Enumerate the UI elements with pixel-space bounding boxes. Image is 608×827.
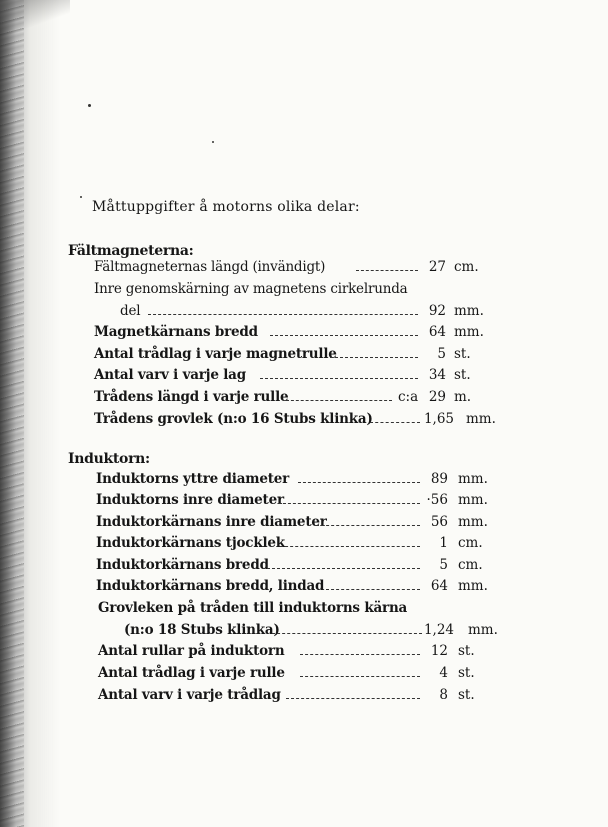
row-value: 4 <box>439 665 448 681</box>
row-label: Magnetkärnans bredd <box>94 324 258 340</box>
leader-dots <box>300 654 420 655</box>
table-row <box>0 469 608 489</box>
table-row <box>0 257 608 277</box>
row-unit: st. <box>458 643 475 659</box>
row-value: 5 <box>437 346 446 362</box>
leader-dots <box>148 314 418 315</box>
row-unit: cm. <box>454 259 479 275</box>
row-label: Trådens längd i varje rulle <box>94 389 289 405</box>
table-row <box>0 576 608 596</box>
leader-dots <box>300 676 420 677</box>
row-label: Inre genomskärning av magnetens cirkelrunda <box>94 281 408 297</box>
row-unit: mm. <box>458 578 488 594</box>
row-label: Induktorkärnans bredd, lindad <box>96 578 325 594</box>
row-label: del <box>120 303 141 319</box>
row-label: Grovleken på tråden till induktorns kärna <box>98 600 408 616</box>
table-row <box>0 555 608 575</box>
row-label: Induktorkärnans inre diameter <box>96 514 327 530</box>
row-value: 8 <box>439 687 448 703</box>
row-label: Induktorkärnans bredd <box>96 557 269 573</box>
row-unit: cm. <box>458 557 483 573</box>
row-label: (n:o 18 Stubs klinka) <box>124 622 280 638</box>
table-row <box>0 322 608 342</box>
leader-dots <box>298 482 420 483</box>
table-row <box>0 301 608 321</box>
section-title-induktorn: Induktorn: <box>68 451 150 467</box>
row-value: 56 <box>430 514 448 530</box>
row-value: 5 <box>439 557 448 573</box>
page-heading: Måttuppgifter å motorns olika delar: <box>92 199 360 215</box>
leader-dots <box>370 422 420 423</box>
leader-dots <box>286 400 392 401</box>
row-value: 1,24 <box>423 622 454 638</box>
leader-dots <box>262 568 420 569</box>
row-label: Induktorkärnans tjocklek <box>96 535 285 551</box>
leader-dots <box>272 633 422 634</box>
row-label: Trådens grovlek (n:o 16 Stubs klinka) <box>94 411 373 427</box>
row-unit: mm. <box>458 514 488 530</box>
row-unit: mm. <box>454 324 484 340</box>
leader-dots <box>356 270 418 271</box>
row-value: 1 <box>439 535 448 551</box>
row-unit: st. <box>454 367 471 383</box>
table-row <box>0 279 608 299</box>
row-prefix: c:a <box>398 389 419 405</box>
table-row <box>0 409 608 429</box>
row-unit: mm. <box>466 411 496 427</box>
row-label: Induktorns yttre diameter <box>96 471 290 487</box>
row-label: Antal varv i varje trådlag <box>98 687 281 703</box>
table-row <box>0 685 608 705</box>
row-value: 1,65 <box>423 411 454 427</box>
leader-dots <box>280 546 420 547</box>
row-unit: m. <box>454 389 472 405</box>
row-unit: mm. <box>454 303 484 319</box>
row-value: 34 <box>428 367 446 383</box>
leader-dots <box>330 357 418 358</box>
table-row <box>0 387 608 407</box>
row-unit: cm. <box>458 535 483 551</box>
leader-dots <box>286 698 420 699</box>
row-value: 64 <box>428 324 446 340</box>
table-row <box>0 512 608 532</box>
row-label: Fältmagneternas längd (invändigt) <box>94 259 326 275</box>
leader-dots <box>278 503 420 504</box>
leader-dots <box>270 335 418 336</box>
row-label: Antal trådlag i varje magnetrulle <box>94 346 337 362</box>
leader-dots <box>260 378 418 379</box>
row-value: ·56 <box>426 492 448 508</box>
row-value: 12 <box>430 643 448 659</box>
section-title-faltmagneterna: Fältmagneterna: <box>68 243 194 259</box>
row-value: 64 <box>430 578 448 594</box>
table-row <box>0 663 608 683</box>
table-row <box>0 598 608 618</box>
row-unit: st. <box>454 346 471 362</box>
row-unit: mm. <box>468 622 498 638</box>
row-unit: st. <box>458 687 475 703</box>
table-row <box>0 344 608 364</box>
row-unit: st. <box>458 665 475 681</box>
row-value: 27 <box>428 259 446 275</box>
table-row <box>0 533 608 553</box>
table-row <box>0 490 608 510</box>
table-row <box>0 620 608 640</box>
row-label: Induktorns inre diameter <box>96 492 284 508</box>
row-unit: mm. <box>458 492 488 508</box>
row-unit: mm. <box>458 471 488 487</box>
leader-dots <box>316 525 420 526</box>
row-value: 89 <box>430 471 448 487</box>
leader-dots <box>326 589 420 590</box>
row-value: 92 <box>428 303 446 319</box>
table-row <box>0 641 608 661</box>
table-row <box>0 365 608 385</box>
row-label: Antal varv i varje lag <box>94 367 246 383</box>
row-label: Antal trådlag i varje rulle <box>98 665 285 681</box>
row-value: 29 <box>428 389 446 405</box>
row-label: Antal rullar på induktorn <box>98 643 285 659</box>
